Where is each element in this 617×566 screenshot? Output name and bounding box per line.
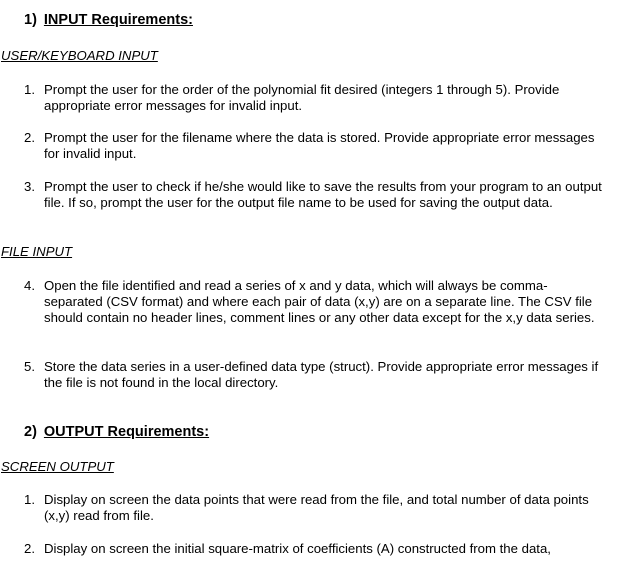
list-item-text: Store the data series in a user-defined data type (struct). Provide appropriate error messages if the file is not found in the local directory. — [44, 359, 599, 390]
section-heading-input — [24, 12, 193, 29]
list-item-number: 4. — [24, 278, 35, 293]
section-title: OUTPUT Requirements: — [43, 424, 210, 440]
list-item-text: Prompt the user for the order of the polynomial fit desired (integers 1 through 5). Provide appropriate error messages for invalid input. — [44, 82, 560, 113]
section-title: INPUT Requirements: — [43, 12, 193, 28]
list-item — [24, 492, 604, 524]
list-item-number: 2. — [24, 541, 35, 556]
list-item-number: 1. — [24, 82, 35, 97]
list-item-text: Display on screen the data points that were read from the file, and total number of data points (x,y) read from file. — [44, 492, 589, 523]
list-item-text: Prompt the user for the filename where the data is stored. Provide appropriate error messages for invalid input. — [44, 130, 595, 161]
list-item — [24, 82, 604, 114]
section-number: 1) — [24, 12, 37, 28]
subheading-file-input: FILE INPUT — [1, 244, 73, 259]
list-item — [24, 179, 604, 211]
subheading-screen-output: SCREEN OUTPUT — [1, 459, 114, 474]
list-item — [24, 130, 604, 162]
list-item-text: Display on screen the initial square-matrix of coefficients (A) constructed from the data, — [44, 541, 551, 556]
section-number: 2) — [24, 424, 37, 440]
list-item — [24, 359, 604, 391]
subheading-user-keyboard-input: USER/KEYBOARD INPUT — [1, 48, 158, 63]
list-item-text: Open the file identified and read a series of x and y data, which will always be comma-separated (CSV format) and where each pair of data (x,y) are on a separate line. The CSV file should contain no header lines, comment lines or any other data except for the x,y data series. — [44, 278, 595, 325]
list-item-number: 5. — [24, 359, 35, 374]
list-item — [24, 541, 604, 557]
section-heading-output — [24, 424, 209, 441]
list-item-text: Prompt the user to check if he/she would like to save the results from your program to an output file. If so, prompt the user for the output file name to be used for saving the output data. — [44, 179, 602, 210]
list-item-number: 2. — [24, 130, 35, 145]
list-item-number: 1. — [24, 492, 35, 507]
list-item — [24, 278, 604, 325]
list-item-number: 3. — [24, 179, 35, 194]
